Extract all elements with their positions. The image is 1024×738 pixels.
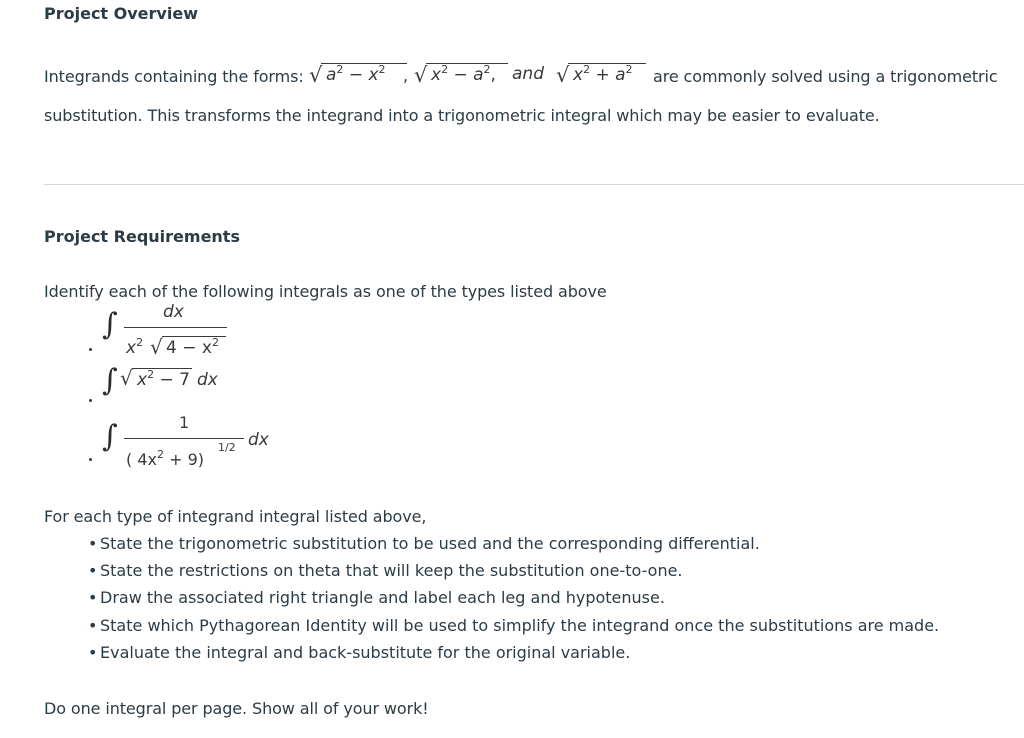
task-list-item: • State the restrictions on theta that will keep the substitution one-to-one.	[88, 561, 683, 580]
form-sqrt-x2-plus-a2: √ $x^2 + a^2$	[556, 60, 646, 86]
integral-3-diff: dx	[248, 430, 269, 450]
integral-2-radicand: x	[137, 370, 148, 390]
integral-2-diff: dx	[197, 370, 218, 390]
integral-1-radicand: 4 − x	[166, 338, 212, 358]
integral-1-numerator: dx	[163, 302, 184, 322]
integral-1-den-x: x	[126, 338, 137, 358]
for-each-instruction: For each type of integrand integral listed above,	[44, 507, 427, 526]
integral-3-numerator: 1	[179, 413, 190, 432]
integral-2: ∫ √ $x^2 - 7$ dx	[86, 362, 236, 404]
integral-1-bullet	[89, 348, 92, 351]
task-list-item: • State which Pythagorean Identity will be used to simplify the integrand once the substitutions are made.	[88, 616, 940, 635]
integral-3-bullet	[89, 458, 92, 461]
integral-3-den-close: + 9)	[163, 450, 204, 469]
integral-3-power: 1/2	[218, 441, 236, 454]
identify-instruction: Identify each of the following integrals as one of the types listed above	[44, 282, 607, 301]
task-list-item: • Evaluate the integral and back-substitute for the original variable.	[88, 643, 631, 662]
closing-instruction: Do one integral per page. Show all of your work!	[44, 699, 429, 718]
overview-intro-prefix: Integrands containing the forms:	[44, 67, 304, 86]
integral-1: ∫ dx $x^2$ √ $4 - x^2$	[86, 300, 236, 362]
requirements-heading: Project Requirements	[44, 227, 240, 246]
overview-intro-suffix: are commonly solved using a trigonometric	[653, 67, 998, 86]
form-sqrt-a2-minus-x2: √ $a^2 - x^2$ ,	[309, 63, 409, 87]
form-sqrt-x2-minus-a2: √ $x^2 - a^2$,	[414, 60, 514, 86]
overview-line2: substitution. This transforms the integrand into a trigonometric integral which may be easier to evaluate.	[44, 106, 880, 125]
integral-3: ∫ 1 ( $4x^2 + 9$) 1/2 dx	[86, 410, 286, 470]
task-list-item: • Draw the associated right triangle and label each leg and hypotenuse.	[88, 588, 665, 607]
integral-3-den-open: ( 4x	[126, 450, 157, 469]
overview-heading: Project Overview	[44, 4, 198, 23]
integral-2-bullet	[89, 399, 92, 402]
task-list-item: • State the trigonometric substitution to be used and the corresponding differential.	[88, 534, 760, 553]
section-divider	[44, 184, 1024, 185]
and-word: and	[512, 64, 544, 84]
